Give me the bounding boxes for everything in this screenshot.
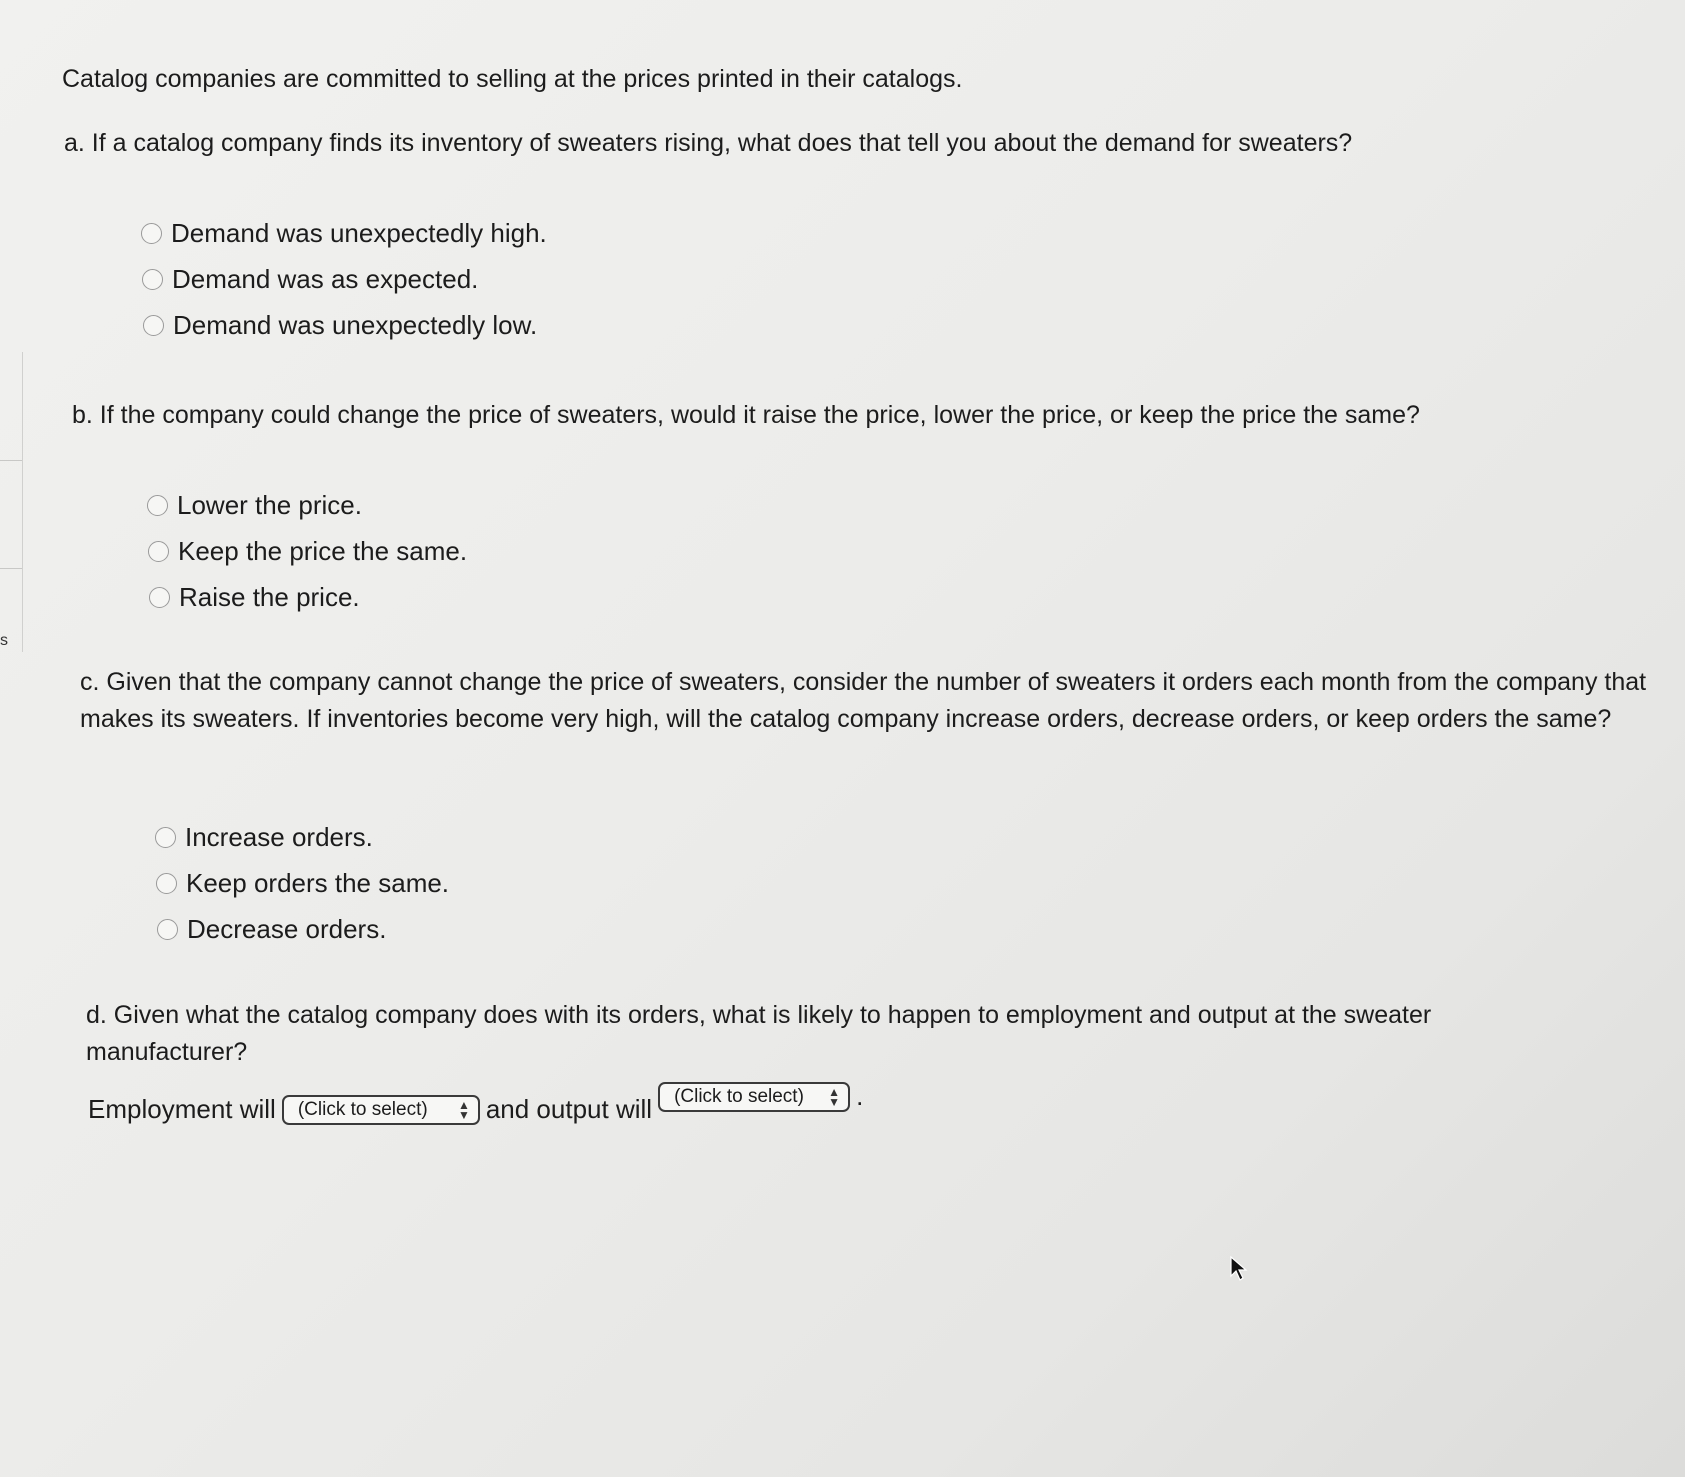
question-a-prompt: a. If a catalog company finds its inventory of sweaters rising, what does that tell you about the demand for sweaters? bbox=[64, 129, 1353, 157]
radio-button-icon[interactable] bbox=[147, 495, 168, 516]
output-label: and output will bbox=[485, 1094, 653, 1124]
option-label: Demand was unexpectedly high. bbox=[171, 218, 547, 248]
radio-button-icon[interactable] bbox=[155, 827, 176, 848]
radio-button-icon[interactable] bbox=[142, 269, 163, 290]
radio-button-icon[interactable] bbox=[148, 541, 169, 562]
option-a-1[interactable] bbox=[141, 218, 547, 249]
option-label: Demand was unexpectedly low. bbox=[173, 310, 538, 340]
answer-row bbox=[88, 1081, 864, 1125]
question-d-prompt: d. Given what the catalog company does with its orders, what is likely to happen to employment and output at the sweater manufacturer? bbox=[86, 1001, 1432, 1066]
option-c-1[interactable] bbox=[155, 822, 373, 853]
radio-button-icon[interactable] bbox=[156, 873, 177, 894]
option-label: Keep orders the same. bbox=[186, 868, 450, 898]
option-c-3[interactable] bbox=[157, 914, 386, 945]
select-value: (Click to select) bbox=[674, 1085, 804, 1107]
option-label: Raise the price. bbox=[179, 582, 360, 612]
radio-button-icon[interactable] bbox=[141, 223, 162, 244]
select-value: (Click to select) bbox=[297, 1098, 428, 1120]
left-edge-char: s bbox=[0, 632, 8, 649]
select-arrows-icon: ▲ ▼ bbox=[457, 1097, 470, 1122]
option-a-3[interactable] bbox=[143, 310, 537, 341]
left-edge-divider bbox=[0, 568, 22, 569]
option-b-1[interactable] bbox=[147, 490, 362, 521]
option-c-2[interactable] bbox=[156, 868, 449, 899]
option-b-3[interactable] bbox=[149, 582, 360, 613]
employment-select[interactable] bbox=[282, 1095, 480, 1125]
end-punctuation: . bbox=[856, 1081, 864, 1111]
select-arrows-icon: ▲ ▼ bbox=[828, 1084, 841, 1109]
option-label: Demand was as expected. bbox=[172, 264, 479, 294]
output-select[interactable] bbox=[658, 1082, 850, 1112]
option-label: Lower the price. bbox=[177, 490, 362, 520]
employment-label: Employment will bbox=[88, 1094, 276, 1124]
option-label: Increase orders. bbox=[185, 822, 373, 852]
option-label: Keep the price the same. bbox=[178, 536, 468, 566]
radio-button-icon[interactable] bbox=[149, 587, 170, 608]
radio-button-icon[interactable] bbox=[157, 919, 178, 940]
left-edge-divider bbox=[0, 460, 22, 461]
option-label: Decrease orders. bbox=[187, 914, 387, 944]
radio-button-icon[interactable] bbox=[143, 315, 164, 336]
option-b-2[interactable] bbox=[148, 536, 467, 567]
option-a-2[interactable] bbox=[142, 264, 478, 295]
question-b-prompt: b. If the company could change the price of sweaters, would it raise the price, lower the price, or keep the price the same? bbox=[72, 401, 1420, 429]
intro-text: Catalog companies are committed to selling at the prices printed in their catalogs. bbox=[62, 65, 963, 93]
left-edge-frame bbox=[0, 352, 23, 652]
question-c-prompt: c. Given that the company cannot change the price of sweaters, consider the number of sweaters it orders each month from the company that makes its sweaters. If inventories become very high, will the catalog company increase orders, decrease orders, or keep orders the same? bbox=[80, 668, 1647, 733]
